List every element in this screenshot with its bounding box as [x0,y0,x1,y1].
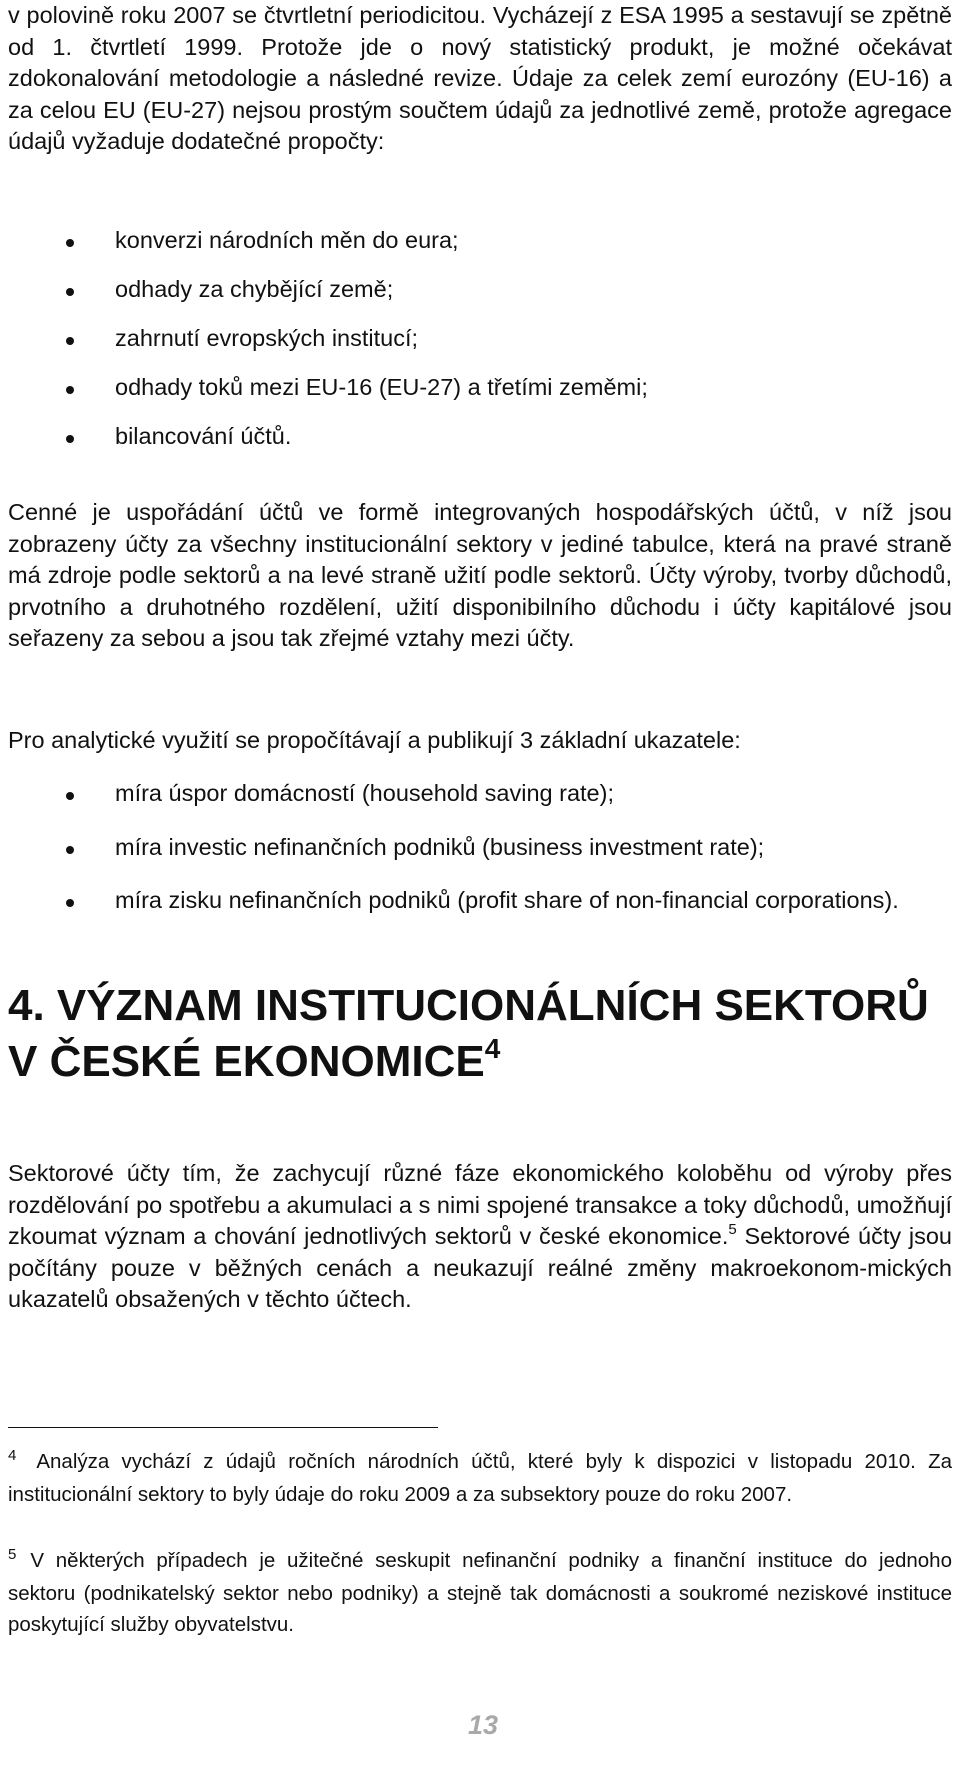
intro-paragraph: v polovině roku 2007 se čtvrtletní periodicitou. Vycházejí z ESA 1995 a sestavují se zpětně od 1. čtvrtletí 1999. Protože jde o nový statistický produkt, je možné očekávat zdokonalování metodologie a následné revize. Údaje za celek zemí eurozóny (EU-16) a za celou EU (EU-27) nejsou prostým součtem údajů za jednotlivé země, protože agregace údajů vyžaduje dodatečné propočty: [8,2,952,154]
section-body-text-continued: Sektorové účty jsou počítány pouze v běžných cenách a neukazují reálné změny makroekonom-mických ukazatelů obsažených v těchto účtech. [8,1223,952,1312]
list-item-text: odhady za chybějící země; [115,276,394,302]
section-heading [8,978,952,1090]
section-body-paragraph [8,1158,952,1316]
list-item-text: bilancování účtů. [115,423,292,449]
list-item-text: míra úspor domácností (household saving rate); [115,780,614,806]
footnote-text: V některých případech je užitečné seskupit nefinanční podniky a finanční instituce do jednoho sektoru (podnikatelský sektor nebo podniky) a stejně tak domácnosti a soukromé neziskové instituce poskytující služby obyvatelstvu. [8,1549,952,1636]
footnote-mark: 4 [8,1447,17,1464]
list-item [8,885,899,917]
list-item-text: odhady toků mezi EU-16 (EU-27) a třetími zeměmi; [115,374,648,400]
bullet-icon [66,435,74,443]
list-item [8,323,648,372]
list-item-text: konverzi národních měn do eura; [115,227,459,253]
aggregation-steps-list [8,225,648,470]
bullet-icon [66,846,74,854]
footnote-text: Analýza vychází z údajů ročních národních účtů, které byly k dispozici v listopadu 2010. Za institucionální sektory to byly údaje do roku 2009 a za subsektory pouze do roku 2007. [8,1450,952,1506]
bullet-icon [66,386,74,394]
footnote-ref[interactable]: 4 [484,1033,501,1064]
indicators-list [8,778,899,917]
bullet-icon [66,337,74,345]
list-item [8,372,648,421]
footnote [8,1545,952,1640]
footnote-ref[interactable]: 5 [728,1221,737,1238]
bullet-icon [66,288,74,296]
section-body-text: Sektorové účty tím, že zachycují různé fáze ekonomického koloběhu od výroby přes rozdělování po spotřebu a akumulaci a s nimi spojené transakce a toky důchodů, umožňují zkoumat význam a chování jednotlivých sektorů v české ekonomice. [8,1160,952,1249]
integrated-accounts-paragraph: Cenné je uspořádání účtů ve formě integrovaných hospodářských účtů, v níž jsou zobrazeny účty za všechny institucionální sektory v jediné tabulce, která na pravé straně má zdroje podle sektorů a na levé straně užití podle sektorů. Účty výroby, tvorby důchodů, prvotního a druhotného rozdělení, užití disponibilního důchodu i účty kapitálové jsou seřazeny za sebou a jsou tak zřejmé vztahy mezi účty. [8,499,952,651]
bullet-icon [66,899,74,907]
list-item-text: míra investic nefinančních podniků (business investment rate); [115,833,765,860]
footnote-separator [8,1427,438,1428]
indicators-intro: Pro analytické využití se propočítávají a publikují 3 základní ukazatele: [8,727,741,753]
list-item [8,832,899,864]
bullet-icon [66,239,74,247]
list-item [8,778,899,810]
list-item [8,274,648,323]
footnote [8,1446,952,1510]
page-number: 13 [468,1710,499,1740]
footnote-mark: 5 [8,1546,17,1563]
list-item [8,225,648,274]
list-item [8,421,648,470]
bullet-icon [66,792,74,800]
section-title: 4. VÝZNAM INSTITUCIONÁLNÍCH SEKTORŮ V ČESKÉ EKONOMICE [8,981,929,1086]
list-item-text: míra zisku nefinančních podniků (profit share of non-financial corporations). [115,887,899,913]
list-item-text: zahrnutí evropských institucí; [115,325,419,351]
